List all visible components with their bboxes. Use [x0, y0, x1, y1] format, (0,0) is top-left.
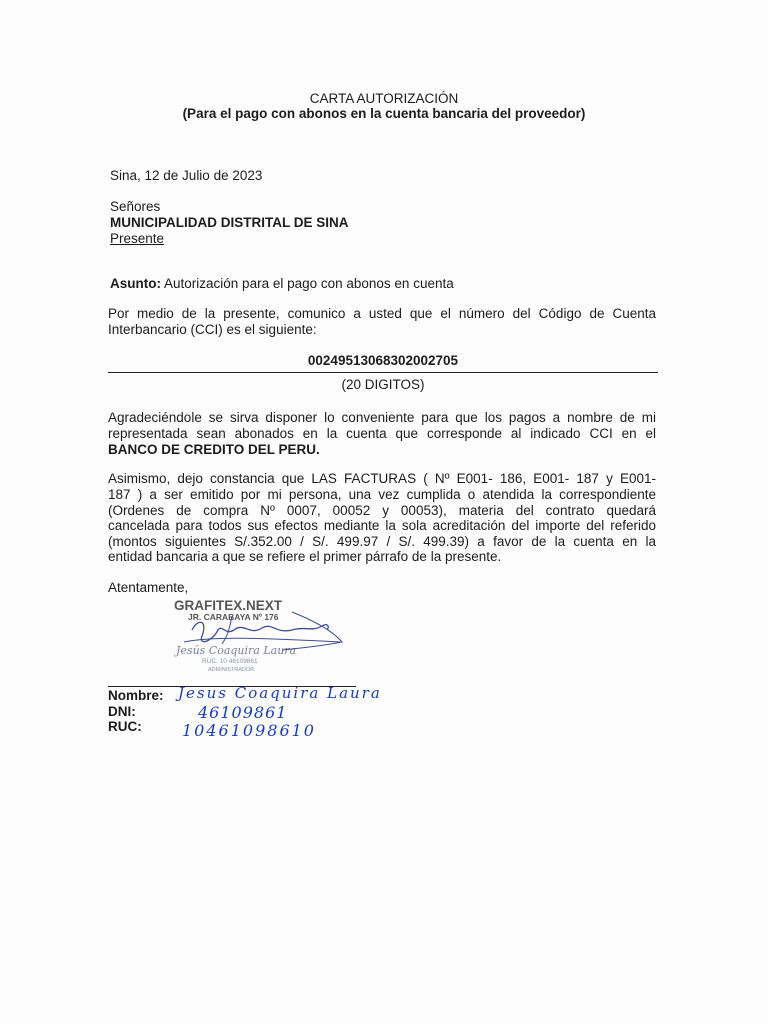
constancia-line-2: 187 ) a ser emitido por mi persona, una vez cumplida o atendida la correspondiente	[108, 487, 656, 502]
company-stamp	[172, 596, 352, 686]
stamp-address: JR. CARABAYA Nº 176	[188, 612, 279, 622]
stamp-graphic	[172, 596, 352, 686]
handwritten-ruc: 10461098610	[182, 721, 316, 740]
subject-line	[110, 276, 454, 292]
letter-title: CARTA AUTORIZACIÓN	[309, 91, 459, 106]
constancia-line-3: (Ordenes de compra Nº 0007, 00052 y 00053), materia del contrato quedará	[108, 503, 656, 518]
subject-label: Asunto:	[110, 276, 161, 291]
constancia-line-5: (montos siguientes S/.352.00 / S/. 499.97 / S/. 499.39) a favor de la cuenta en la	[108, 534, 656, 549]
stamp-ruc: RUC. 10 46109861	[202, 658, 258, 665]
handwritten-dni: 46109861	[198, 703, 288, 722]
letter-subtitle: (Para el pago con abonos en la cuenta bancaria del proveedor)	[182, 106, 586, 121]
constancia-line-4: cancelada para todos sus efectos mediante la sola acreditación del importe del referido	[108, 518, 656, 533]
stamp-role: ADMINISTRADOR	[208, 667, 255, 673]
subject-text: Autorización para el pago con abonos en cuenta	[164, 276, 454, 291]
bank-name: BANCO DE CREDITO DEL PERU.	[108, 442, 320, 457]
stamp-signature-name: Jesús Coaquira Laura	[176, 644, 297, 657]
constancia-line-1: Asimismo, dejo constancia que LAS FACTURAS ( Nº E001- 186, E001- 187 y E001-	[108, 471, 656, 486]
thanks-line-1: Agradeciéndole se sirva disponer lo conveniente para que los pagos a nombre de mi	[108, 410, 656, 425]
date-line: Sina, 12 de Julio de 2023	[110, 168, 263, 183]
recipient-salutation: Señores	[110, 199, 161, 214]
ruc-label: RUC:	[108, 719, 142, 734]
recipient-name: MUNICIPALIDAD DISTRITAL DE SINA	[110, 215, 349, 230]
cci-digits-note: (20 DIGITOS)	[341, 377, 425, 392]
recipient-presente: Presente	[110, 231, 165, 246]
thanks-line-2: representada sean abonados en la cuenta que corresponde al indicado CCI en el	[108, 426, 656, 441]
cci-number: 00249513068302002705	[307, 353, 459, 368]
constancia-line-6: entidad bancaria a que se refiere el primer párrafo de la presente.	[108, 549, 502, 564]
cci-divider	[108, 372, 658, 373]
intro-line-2: Interbancario (CCI) es el siguiente:	[108, 322, 317, 337]
dni-label: DNI:	[108, 704, 136, 719]
closing: Atentamente,	[108, 580, 189, 595]
nombre-label: Nombre:	[108, 688, 164, 703]
stamp-company: GRAFITEX.NEXT	[174, 598, 283, 613]
intro-line-1: Por medio de la presente, comunico a usted que el número del Código de Cuenta	[108, 306, 656, 321]
handwritten-name: Jesus Coaquira Laura	[178, 684, 382, 702]
